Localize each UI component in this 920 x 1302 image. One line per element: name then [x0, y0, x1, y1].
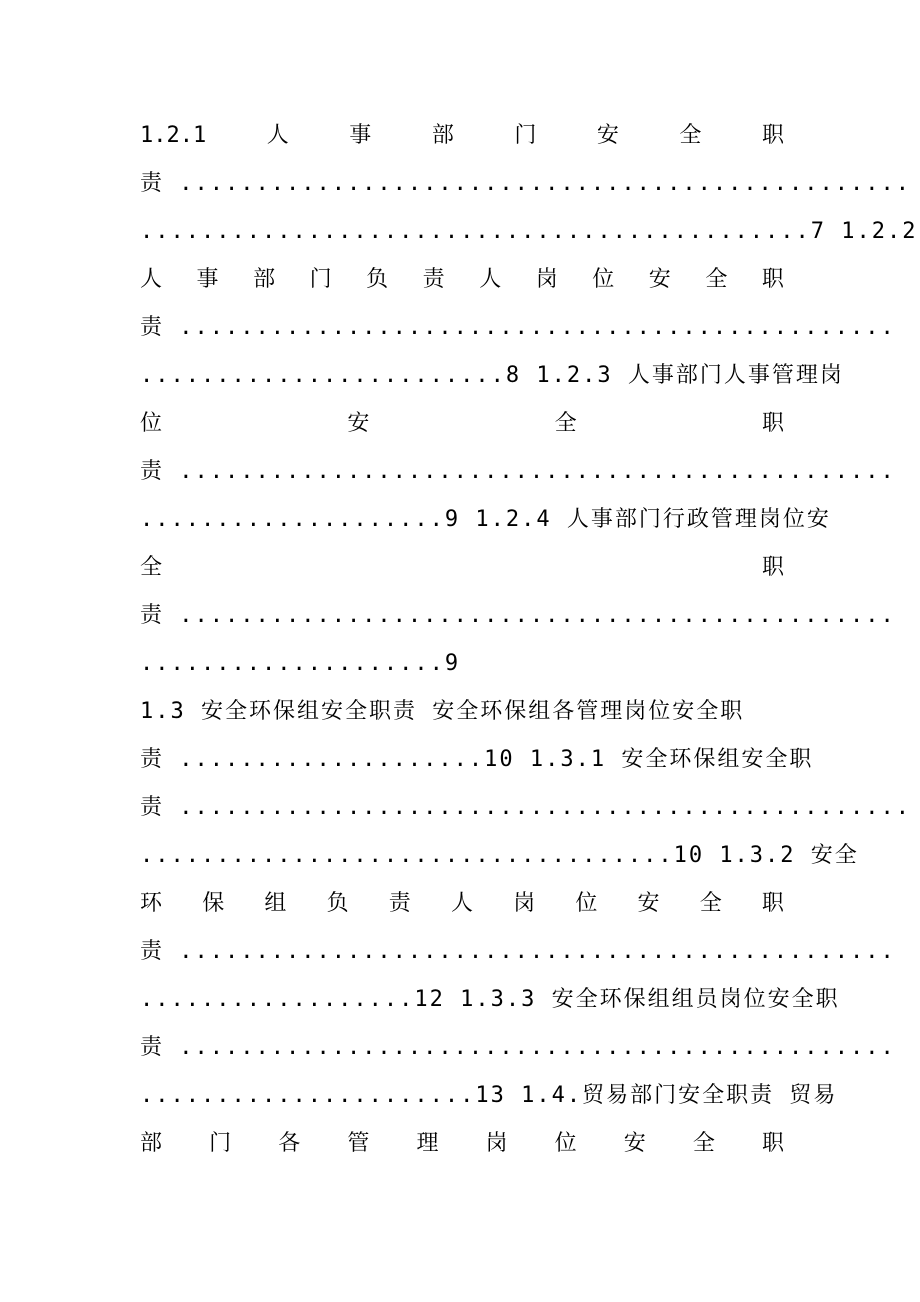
toc-line: 责 ...............................................: [140, 459, 896, 484]
toc-line: 责 ...............................................: [140, 1035, 896, 1060]
toc-line: 部 门 各 管 理 岗 位 安 全 职: [140, 1131, 784, 1156]
toc-line: ...................................10 1.3.2 安全: [140, 843, 859, 868]
toc-line: 责 ...............................................: [140, 603, 896, 628]
toc-line: ............................................7 1.2.2: [140, 219, 918, 244]
toc-line: 责 ...............................................: [140, 939, 896, 964]
toc-line: 责 ................................................: [140, 171, 912, 196]
toc-line: 人 事 部 门 负 责 人 岗 位 安 全 职: [140, 267, 784, 292]
toc-line: 责 ....................10 1.3.1 安全环保组安全职: [140, 747, 814, 772]
toc-line: 全 职: [140, 555, 784, 580]
toc-line: 1.3 安全环保组安全职责 安全环保组各管理岗位安全职: [140, 699, 745, 724]
toc-line: 环 保 组 负 责 人 岗 位 安 全 职: [140, 891, 784, 916]
toc-line: ....................9: [140, 651, 461, 676]
toc-line: ..................12 1.3.3 安全环保组组员岗位安全职: [140, 987, 840, 1012]
toc-line: ....................9 1.2.4 人事部门行政管理岗位安: [140, 507, 831, 532]
toc-line: ........................8 1.2.3 人事部门人事管理岗: [140, 363, 844, 388]
toc-line: ......................13 1.4.贸易部门安全职责 贸易: [140, 1083, 838, 1108]
toc-line: 责 ...............................................: [140, 315, 896, 340]
toc-line: 位 安 全 职: [140, 411, 784, 436]
toc-line: 责 ................................................: [140, 795, 912, 820]
toc-line: 1.2.1 人 事 部 门 安 全 职: [140, 123, 784, 148]
